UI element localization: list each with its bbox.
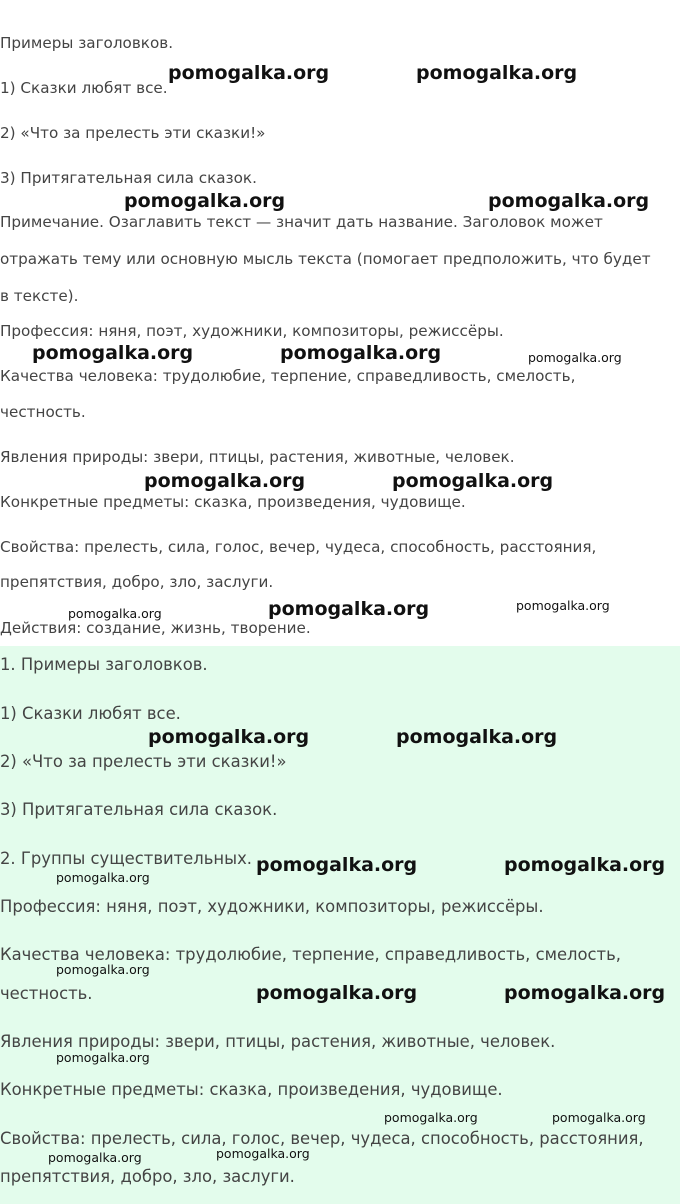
watermark: pomogalka.org — [256, 982, 418, 1004]
text-line: препятствия, добро, зло, заслуги. — [0, 573, 274, 591]
text-line: 2. Группы существительных. — [0, 849, 252, 868]
watermark: pomogalka.org — [504, 982, 666, 1004]
text-line: 3) Притягательная сила сказок. — [0, 169, 257, 187]
watermark: pomogalka.org — [148, 726, 310, 748]
text-line: в тексте). — [0, 287, 79, 305]
watermark: pomogalka.org — [216, 1146, 310, 1161]
watermark: pomogalka.org — [32, 342, 194, 364]
text-line: 1) Сказки любят все. — [0, 704, 181, 723]
watermark: pomogalka.org — [516, 598, 610, 613]
text-line: 1. Примеры заголовков. — [0, 655, 208, 674]
watermark: pomogalka.org — [280, 342, 442, 364]
watermark: pomogalka.org — [144, 470, 306, 492]
watermark: pomogalka.org — [124, 190, 286, 212]
watermark: pomogalka.org — [56, 962, 150, 977]
text-line: препятствия, добро, зло, заслуги. — [0, 1167, 295, 1186]
watermark: pomogalka.org — [552, 1110, 646, 1125]
text-line: Примеры заголовков. — [0, 34, 174, 52]
text-line: отражать тему или основную мысль текста (помогает предположить, что будет — [0, 250, 651, 268]
watermark: pomogalka.org — [384, 1110, 478, 1125]
text-line: Конкретные предметы: сказка, произведения, чудовище. — [0, 1080, 503, 1099]
watermark: pomogalka.org — [392, 470, 554, 492]
text-line: 2) «Что за прелесть эти сказки!» — [0, 752, 287, 771]
watermark: pomogalka.org — [68, 606, 162, 621]
text-line: Действия: создание, жизнь, творение. — [0, 619, 311, 637]
text-line: честность. — [0, 403, 86, 421]
text-line: 3) Притягательная сила сказок. — [0, 800, 278, 819]
text-line: Свойства: прелесть, сила, голос, вечер, чудеса, способность, расстояния, — [0, 538, 597, 556]
watermark: pomogalka.org — [416, 62, 578, 84]
text-line: Конкретные предметы: сказка, произведения, чудовище. — [0, 493, 466, 511]
text-line: Свойства: прелесть, сила, голос, вечер, чудеса, способность, расстояния, — [0, 1129, 644, 1148]
watermark: pomogalka.org — [56, 1050, 150, 1065]
watermark: pomogalka.org — [396, 726, 558, 748]
text-line: Примечание. Озаглавить текст — значит дать название. Заголовок может — [0, 213, 603, 231]
watermark: pomogalka.org — [48, 1150, 142, 1165]
watermark: pomogalka.org — [56, 870, 150, 885]
watermark: pomogalka.org — [528, 350, 622, 365]
watermark: pomogalka.org — [268, 598, 430, 620]
watermark: pomogalka.org — [256, 854, 418, 876]
watermark: pomogalka.org — [488, 190, 650, 212]
text-line: Качества человека: трудолюбие, терпение, справедливость, смелость, — [0, 367, 576, 385]
text-line: Явления природы: звери, птицы, растения, животные, человек. — [0, 1032, 556, 1051]
text-line: честность. — [0, 984, 93, 1003]
text-line: Профессия: няня, поэт, художники, композиторы, режиссёры. — [0, 897, 544, 916]
watermark: pomogalka.org — [504, 854, 666, 876]
text-line: Профессия: няня, поэт, художники, композиторы, режиссёры. — [0, 322, 504, 340]
text-line: Качества человека: трудолюбие, терпение, справедливость, смелость, — [0, 945, 621, 964]
text-line: 2) «Что за прелесть эти сказки!» — [0, 124, 266, 142]
text-line: 1) Сказки любят все. — [0, 79, 168, 97]
watermark: pomogalka.org — [168, 62, 330, 84]
text-line: Явления природы: звери, птицы, растения, животные, человек. — [0, 448, 515, 466]
